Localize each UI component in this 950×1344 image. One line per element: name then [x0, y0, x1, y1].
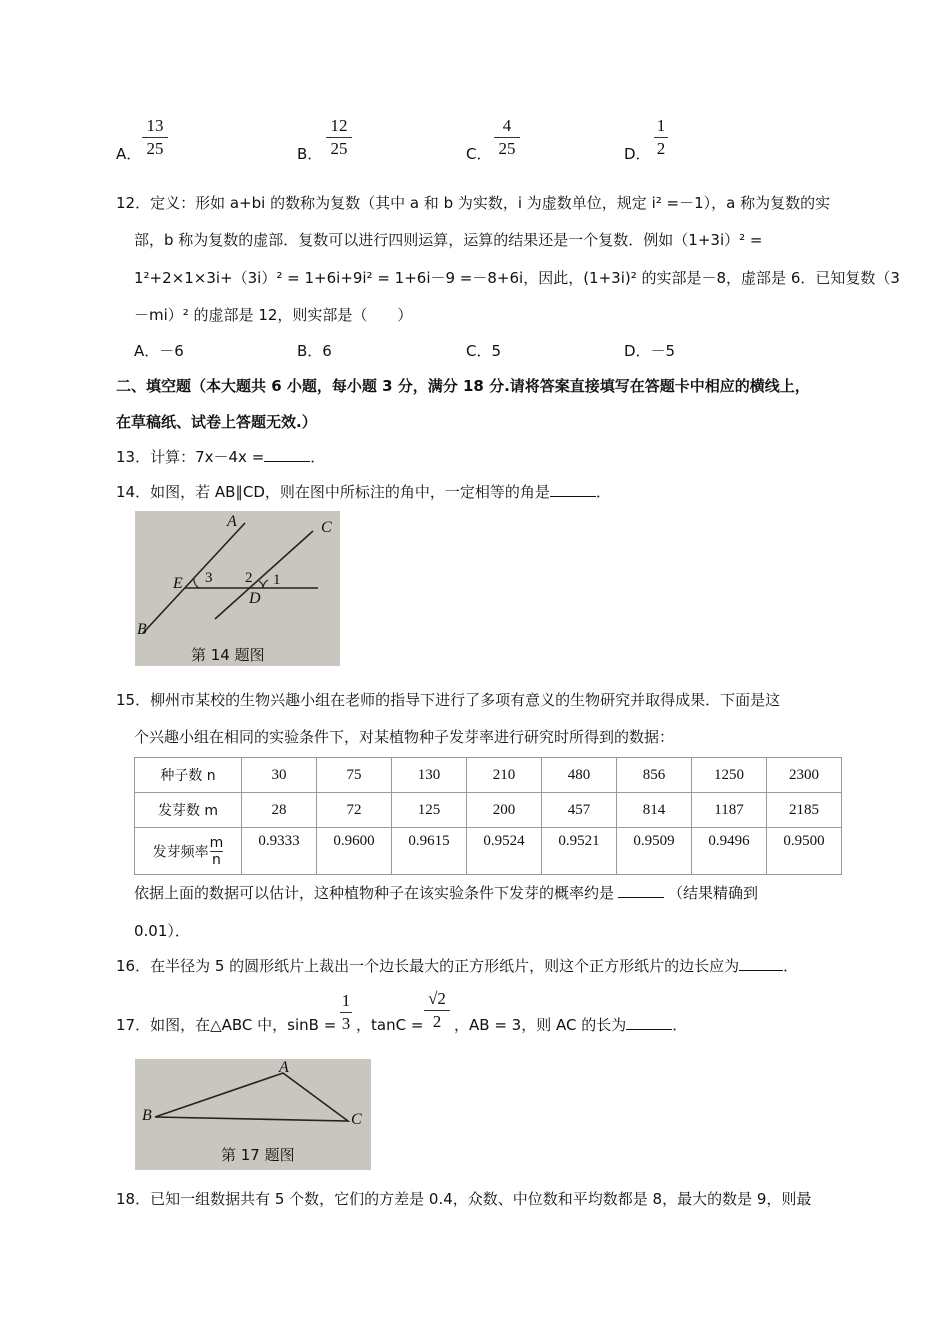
- table-cell: 125: [392, 793, 467, 828]
- figure-14-caption: 第 14 题图: [191, 646, 265, 664]
- table-header-seeds: 种子数 n: [135, 758, 242, 793]
- fraction-denominator: 2: [432, 1012, 442, 1031]
- q11-option-d-fraction: [654, 116, 668, 159]
- fraction-numerator: √2: [428, 989, 446, 1008]
- q12-line-1: 12．定义：形如 a+bi 的数称为复数（其中 a 和 b 为实数，i 为虚数单位，规定 i² =－1），a 称为复数的实: [116, 194, 831, 212]
- fraction-denominator: 25: [330, 139, 348, 158]
- table-header-sprouted: 发芽数 m: [135, 793, 242, 828]
- q15-line-1: 15．柳州市某校的生物兴趣小组在老师的指导下进行了多项有意义的生物研究并取得成果．下面是这: [116, 691, 781, 709]
- table-cell: 1250: [692, 758, 767, 793]
- q14-suffix: ．: [595, 483, 611, 501]
- q16-prefix: 16．在半径为 5 的圆形纸片上裁出一个边长最大的正方形纸片，则这个正方形纸片的边长应为: [116, 957, 740, 975]
- rate-header-fraction: [210, 835, 224, 868]
- figure-17: [135, 1059, 371, 1170]
- table-cell: 0.9521: [542, 828, 617, 875]
- q15-line-3-prefix: 依据上面的数据可以估计，这种植物种子在该实验条件下发芽的概率约是: [134, 884, 615, 902]
- table-cell: 0.9524: [467, 828, 542, 875]
- fraction-numerator: 13: [146, 116, 164, 135]
- table-cell: 200: [467, 793, 542, 828]
- q18-line-1: 18．已知一组数据共有 5 个数，它们的方差是 0.4，众数、中位数和平均数都是 8，最大的数是 9，则最: [116, 1190, 812, 1208]
- q13-answer-blank: [264, 461, 310, 462]
- table-cell: 856: [617, 758, 692, 793]
- q12-option-b: B．6: [297, 342, 332, 360]
- table-cell: 0.9509: [617, 828, 692, 875]
- q17-answer-blank: [626, 1029, 672, 1030]
- q11-option-a-label: A．: [116, 145, 142, 163]
- q12-line-3: 1²+2×1×3i+（3i）² = 1+6i+9i² = 1+6i－9 =－8+6i，因此，(1+3i)² 的实部是－8，虚部是 6．已知复数（3: [134, 269, 900, 287]
- fraction-denominator: 2: [656, 139, 666, 158]
- fraction-denominator: 3: [341, 1014, 351, 1033]
- q17-suffix-text: ，AB = 3，则 AC 的长为: [454, 1016, 627, 1034]
- q16-suffix: ．: [783, 957, 799, 975]
- figure-14: [135, 511, 340, 666]
- figure-14-label-1: 1: [273, 572, 281, 588]
- fraction-numerator: 4: [502, 116, 512, 135]
- table-cell: 480: [542, 758, 617, 793]
- q11-option-c-label: C．: [466, 145, 492, 163]
- figure-14-diagram: [135, 511, 340, 666]
- table-cell: 0.9500: [767, 828, 842, 875]
- table-cell: 75: [317, 758, 392, 793]
- fraction-denominator: 25: [146, 139, 164, 158]
- q11-option-b-label: B．: [297, 145, 323, 163]
- table-cell: 0.9333: [242, 828, 317, 875]
- figure-14-label-c: C: [321, 519, 332, 536]
- q15-line-2: 个兴趣小组在相同的实验条件下，对某植物种子发芽率进行研究时所得到的数据：: [134, 728, 675, 746]
- table-cell: 2185: [767, 793, 842, 828]
- table-cell: 0.9615: [392, 828, 467, 875]
- figure-17-label-c: C: [351, 1111, 362, 1128]
- figure-14-label-a: A: [227, 513, 237, 530]
- q17-tanc-fraction: [424, 989, 450, 1032]
- q14-answer-blank: [550, 496, 596, 497]
- fraction-numerator: 1: [656, 116, 666, 135]
- section-2-heading-line-1: 二、填空题（本大题共 6 小题，每小题 3 分，满分 18 分.请将答案直接填写在答题卡中相应的横线上，: [116, 377, 810, 395]
- q11-option-d-label: D．: [624, 145, 651, 163]
- q12-line-4: －mi）² 的虚部是 12，则实部是（ ）: [134, 306, 413, 324]
- fraction-numerator: 1: [341, 991, 351, 1010]
- table-cell: 0.9496: [692, 828, 767, 875]
- q17-prefix: 17．如图，在△ABC 中，sinB =: [116, 1016, 337, 1034]
- table-cell: 814: [617, 793, 692, 828]
- table-row: [135, 758, 842, 793]
- q12-option-a: A．－6: [134, 342, 184, 360]
- q17-mid: ，tanC =: [356, 1016, 424, 1034]
- table-cell: 72: [317, 793, 392, 828]
- q11-option-b-fraction: [326, 116, 352, 159]
- q13-prefix: 13．计算：7x－4x =: [116, 448, 265, 466]
- table-cell: 28: [242, 793, 317, 828]
- table-row: [135, 828, 842, 875]
- q16-answer-blank: [739, 970, 783, 971]
- figure-14-label-3: 3: [205, 570, 213, 586]
- q13: [116, 446, 325, 467]
- q12-line-2: 部，b 称为复数的虚部．复数可以进行四则运算，运算的结果还是一个复数．例如（1+3i）² =: [134, 231, 763, 249]
- q14-prefix: 14．如图，若 AB∥CD，则在图中所标注的角中，一定相等的角是: [116, 483, 550, 501]
- figure-17-label-b: B: [142, 1107, 152, 1124]
- table-cell: 0.9600: [317, 828, 392, 875]
- table-cell: 457: [542, 793, 617, 828]
- table-cell: 210: [467, 758, 542, 793]
- q14: [116, 481, 611, 502]
- q12-option-c: C．5: [466, 342, 502, 360]
- fraction-numerator: 12: [330, 116, 348, 135]
- q17-suffix-end: ．: [672, 1016, 688, 1034]
- figure-17-label-a: A: [279, 1059, 289, 1076]
- table-header-rate: [135, 828, 242, 875]
- table-cell: 30: [242, 758, 317, 793]
- q17-suffix: [454, 1014, 687, 1035]
- q11-option-c-fraction: [494, 116, 520, 159]
- figure-14-label-d: D: [249, 590, 261, 607]
- table-row: [135, 793, 842, 828]
- section-2-heading-line-2: 在草稿纸、试卷上答题无效.）: [116, 413, 317, 431]
- q11-option-a-fraction: [142, 116, 168, 159]
- fraction-denominator: 25: [498, 139, 516, 158]
- fraction-numerator: m: [209, 834, 224, 851]
- table-cell: 130: [392, 758, 467, 793]
- figure-14-label-e: E: [173, 575, 183, 592]
- figure-17-caption: 第 17 题图: [221, 1146, 295, 1164]
- q15-line-3-suffix: （结果精确到: [668, 884, 759, 902]
- germination-table: [134, 757, 842, 875]
- q15-line-4: 0.01）．: [134, 922, 190, 940]
- figure-14-label-2: 2: [245, 570, 253, 586]
- fraction-denominator: n: [212, 851, 221, 868]
- q15-answer-blank: [618, 897, 664, 898]
- figure-14-label-b: B: [137, 621, 147, 638]
- q13-suffix: ．: [310, 448, 326, 466]
- q12-option-d: D．－5: [624, 342, 676, 360]
- rate-header-text: 发芽频率: [152, 844, 209, 860]
- table-cell: 1187: [692, 793, 767, 828]
- table-cell: 2300: [767, 758, 842, 793]
- q15-line-3: [134, 882, 758, 903]
- q17-sinb-fraction: [340, 991, 352, 1034]
- q16: [116, 955, 798, 976]
